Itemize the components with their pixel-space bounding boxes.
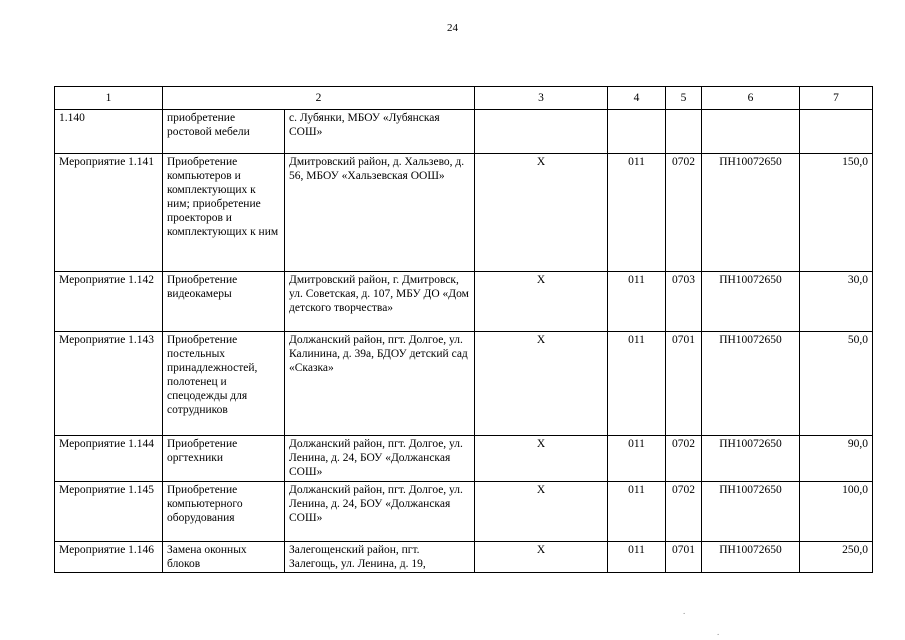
amount-cell: 150,0: [800, 154, 873, 272]
ministry-code-cell: 011: [608, 272, 666, 332]
activity-id-cell: Мероприятие 1.141: [55, 154, 163, 272]
activity-address-cell: Должанский район, пгт. Долгое, ул. Ленина, д. 24, БОУ «Должанская СОШ»: [285, 436, 475, 482]
section-code-cell: 0701: [666, 332, 702, 436]
target-code-cell: [702, 110, 800, 154]
target-code-cell: ПН10072650: [702, 482, 800, 542]
table-row: [55, 154, 873, 272]
activity-name-cell: Приобретение компьютеров и комплектующих к ним; приобретение проекторов и комплектующих к ним: [163, 154, 285, 272]
activity-name-cell: Замена оконных блоков: [163, 542, 285, 573]
activity-id-cell: Мероприятие 1.145: [55, 482, 163, 542]
target-code-cell: ПН10072650: [702, 272, 800, 332]
mark-cell: X: [475, 542, 608, 573]
section-code-cell: [666, 110, 702, 154]
amount-cell: 50,0: [800, 332, 873, 436]
scan-speck: .: [717, 627, 720, 637]
activity-address-cell: Дмитровский район, д. Хальзево, д. 56, МБОУ «Хальзевская ООШ»: [285, 154, 475, 272]
section-code-cell: 0703: [666, 272, 702, 332]
ministry-code-cell: 011: [608, 332, 666, 436]
column-number-row: [55, 87, 873, 110]
activity-name-cell: приобретение ростовой мебели: [163, 110, 285, 154]
table-row: [55, 110, 873, 154]
activity-address-cell: Должанский район, пгт. Долгое, ул. Ленина, д. 24, БОУ «Должанская СОШ»: [285, 482, 475, 542]
ministry-code-cell: 011: [608, 482, 666, 542]
amount-cell: [800, 110, 873, 154]
ministry-code-cell: 011: [608, 436, 666, 482]
column-header-4: 4: [608, 87, 666, 110]
target-code-cell: ПН10072650: [702, 154, 800, 272]
column-header-1: 1: [55, 87, 163, 110]
table-row: [55, 482, 873, 542]
activity-id-cell: Мероприятие 1.144: [55, 436, 163, 482]
section-code-cell: 0701: [666, 542, 702, 573]
table-row: [55, 436, 873, 482]
mark-cell: X: [475, 154, 608, 272]
activity-address-cell: Залегощенский район, пгт. Залегощь, ул. Ленина, д. 19,: [285, 542, 475, 573]
amount-cell: 90,0: [800, 436, 873, 482]
ministry-code-cell: [608, 110, 666, 154]
activity-name-cell: Приобретение компьютерного оборудования: [163, 482, 285, 542]
scan-speck: .: [683, 606, 686, 616]
column-header-7: 7: [800, 87, 873, 110]
mark-cell: X: [475, 272, 608, 332]
ministry-code-cell: 011: [608, 154, 666, 272]
activity-id-cell: Мероприятие 1.142: [55, 272, 163, 332]
mark-cell: [475, 110, 608, 154]
amount-cell: 30,0: [800, 272, 873, 332]
activity-id-cell: Мероприятие 1.146: [55, 542, 163, 573]
section-code-cell: 0702: [666, 482, 702, 542]
section-code-cell: 0702: [666, 436, 702, 482]
column-header-6: 6: [702, 87, 800, 110]
table-body: [55, 110, 873, 573]
activity-address-cell: Должанский район, пгт. Долгое, ул. Калинина, д. 39а, БДОУ детский сад «Сказка»: [285, 332, 475, 436]
column-header-3: 3: [475, 87, 608, 110]
activity-name-cell: Приобретение видеокамеры: [163, 272, 285, 332]
mark-cell: X: [475, 436, 608, 482]
amount-cell: 100,0: [800, 482, 873, 542]
activity-id-cell: Мероприятие 1.143: [55, 332, 163, 436]
table-row: [55, 542, 873, 573]
target-code-cell: ПН10072650: [702, 436, 800, 482]
activity-address-cell: с. Лубянки, МБОУ «Лубянская СОШ»: [285, 110, 475, 154]
activity-name-cell: Приобретение постельных принадлежностей, полотенец и спецодежды для сотрудников: [163, 332, 285, 436]
mark-cell: X: [475, 482, 608, 542]
activity-name-cell: Приобретение оргтехники: [163, 436, 285, 482]
amount-cell: 250,0: [800, 542, 873, 573]
target-code-cell: ПН10072650: [702, 332, 800, 436]
activity-address-cell: Дмитровский район, г. Дмитровск, ул. Советская, д. 107, МБУ ДО «Дом детского творчества»: [285, 272, 475, 332]
ministry-code-cell: 011: [608, 542, 666, 573]
mark-cell: X: [475, 332, 608, 436]
activity-id-cell: 1.140: [55, 110, 163, 154]
column-header-2: 2: [163, 87, 475, 110]
page-number: 24: [447, 22, 458, 34]
table-row: [55, 272, 873, 332]
column-header-5: 5: [666, 87, 702, 110]
target-code-cell: ПН10072650: [702, 542, 800, 573]
activities-table: [54, 86, 873, 573]
section-code-cell: 0702: [666, 154, 702, 272]
table-row: [55, 332, 873, 436]
